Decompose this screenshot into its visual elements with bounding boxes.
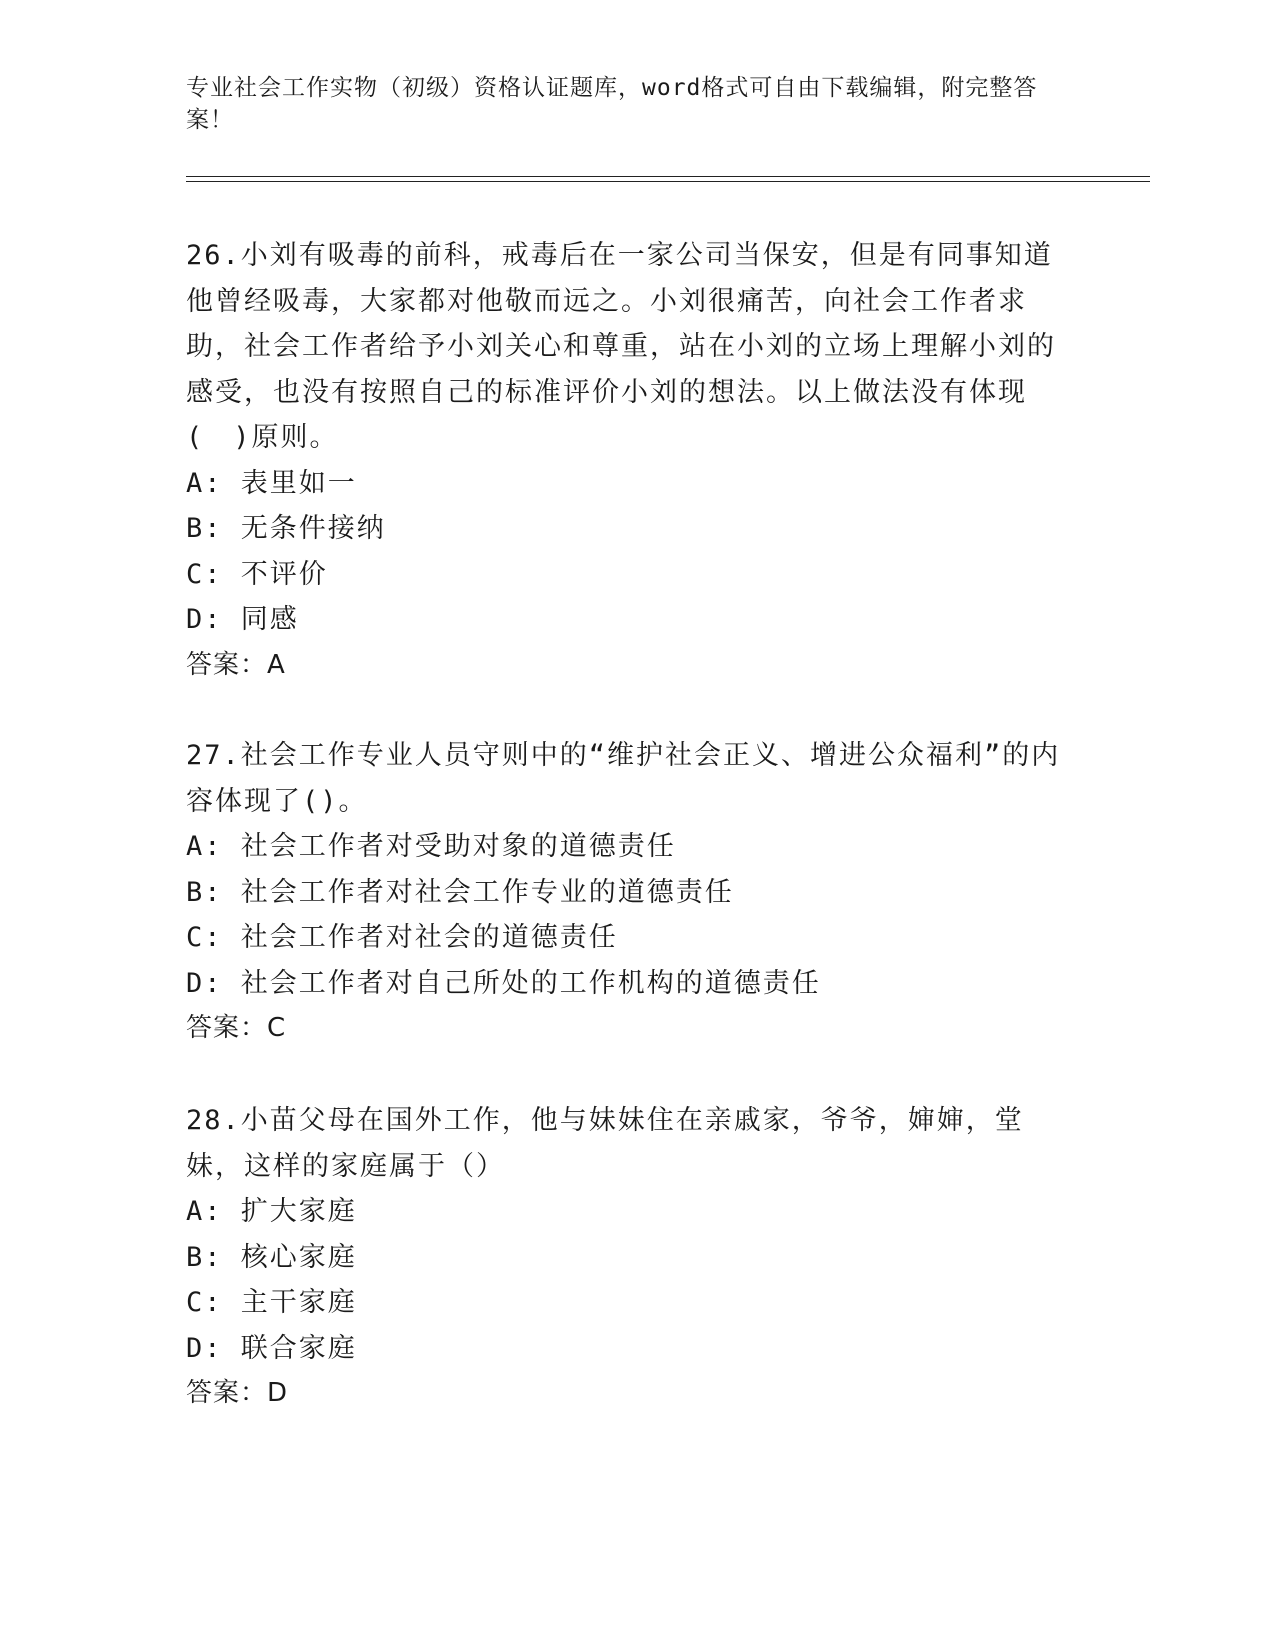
- question-28: [186, 1098, 1076, 1417]
- option-b: B: 社会工作者对社会工作专业的道德责任: [186, 876, 734, 908]
- question-27: [186, 733, 1076, 1052]
- option-d: D: 联合家庭: [186, 1332, 357, 1364]
- header-divider-top: [186, 176, 1150, 177]
- option-b: B: 核心家庭: [186, 1241, 357, 1273]
- option-c: C: 主干家庭: [186, 1287, 357, 1318]
- answer: 答案：D: [186, 1378, 289, 1408]
- option-a: A: 表里如一: [186, 467, 357, 499]
- question-26: [186, 233, 1076, 688]
- option-d: D: 社会工作者对自己所处的工作机构的道德责任: [186, 967, 821, 999]
- document-header: 专业社会工作实物（初级）资格认证题库，word格式可自由下载编辑，附完整答案！: [186, 75, 1038, 133]
- question-stem: 27.社会工作专业人员守则中的“维护社会正义、增进公众福利”的内容体现了()。: [186, 740, 1061, 817]
- option-a: A: 社会工作者对受助对象的道德责任: [186, 831, 676, 862]
- question-stem: 26.小刘有吸毒的前科，戒毒后在一家公司当保安，但是有同事知道他曾经吸毒，大家都对他敬而远之。小刘很痛苦，向社会工作者求助，社会工作者给予小刘关心和尊重，站在小刘的立场上理解小刘的感受，也没有按照自己的标准评价小刘的想法。以上做法没有体现( )原则。: [186, 240, 1056, 453]
- option-a: A: 扩大家庭: [186, 1196, 357, 1227]
- option-b: B: 无条件接纳: [186, 513, 386, 544]
- header-divider-bottom: [186, 181, 1150, 182]
- answer: 答案：A: [186, 649, 286, 680]
- option-d: D: 同感: [186, 604, 299, 635]
- option-c: C: 不评价: [186, 558, 328, 590]
- answer: 答案：C: [186, 1013, 287, 1043]
- option-c: C: 社会工作者对社会的道德责任: [186, 922, 618, 953]
- question-stem: 28.小苗父母在国外工作，他与妹妹住在亲戚家，爷爷，婶婶，堂妹，这样的家庭属于（）: [186, 1105, 1024, 1182]
